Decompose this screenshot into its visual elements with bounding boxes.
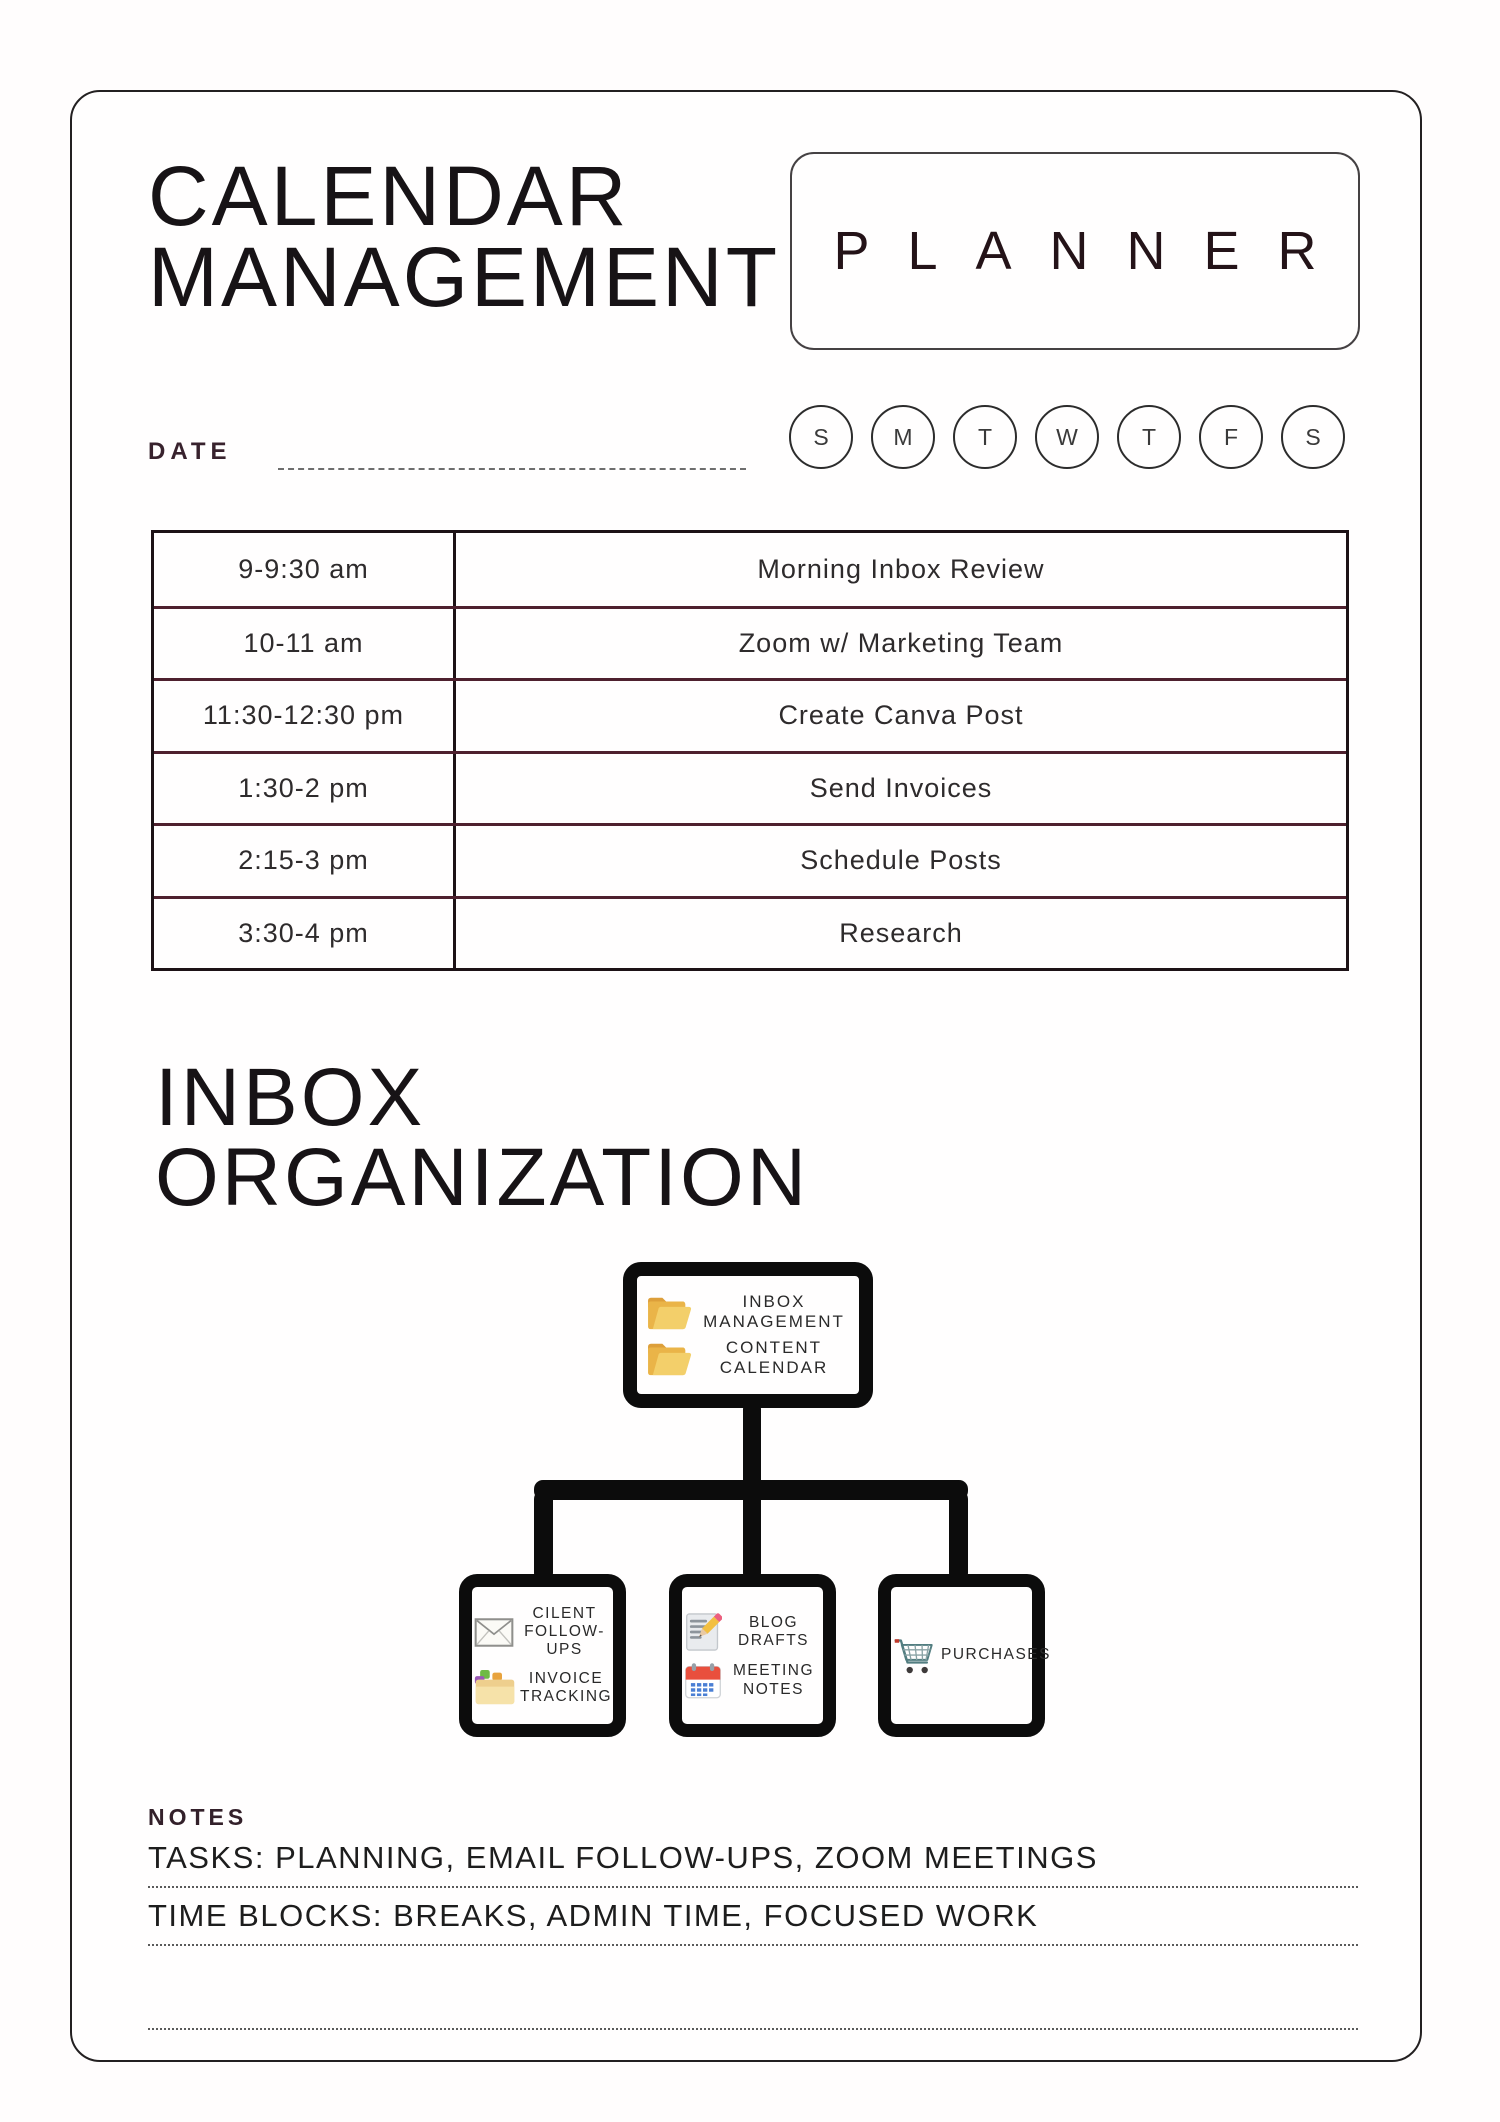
- connector-drop-right: [949, 1490, 968, 1582]
- folder-label: CONTENT CALENDAR: [719, 1338, 829, 1378]
- day-letter: F: [1223, 423, 1239, 450]
- list-item: [645, 1338, 851, 1378]
- day-circle-tuesday[interactable]: [953, 405, 1017, 469]
- list-item: [645, 1292, 851, 1332]
- page-title-line1: CALENDAR: [148, 149, 630, 243]
- folder-label: CILENT FOLLOW-UPS: [524, 1604, 605, 1659]
- notes-line-timeblocks: TIME BLOCKS: BREAKS, ADMIN TIME, FOCUSED WORK: [148, 1898, 1358, 1946]
- day-letter: M: [893, 423, 913, 450]
- diagram-child-box-purchases: [878, 1574, 1051, 1737]
- schedule-task: Morning Inbox Review: [757, 553, 1045, 584]
- notes-label: NOTES: [148, 1804, 248, 1830]
- schedule-task: Research: [839, 917, 963, 948]
- connector-root-stem: [743, 1400, 761, 1490]
- open-folder-icon: [645, 1338, 693, 1378]
- schedule-table: [151, 530, 1349, 971]
- day-circle-monday[interactable]: [871, 405, 935, 469]
- schedule-task: Create Canva Post: [778, 700, 1024, 731]
- inbox-title-line2: ORGANIZATION: [155, 1132, 810, 1224]
- list-item: [684, 1662, 821, 1699]
- day-letter: W: [1056, 423, 1078, 450]
- list-item: [684, 1612, 821, 1652]
- schedule-task: Zoom w/ Marketing Team: [738, 627, 1064, 658]
- connector-drop-left: [534, 1490, 553, 1582]
- diagram-root-box: [623, 1262, 873, 1408]
- schedule-time: 1:30-2 pm: [154, 754, 456, 824]
- folder-label: BLOG DRAFTS: [738, 1613, 809, 1649]
- notes-empty-rule[interactable]: [148, 1985, 1358, 2030]
- calendar-icon: [684, 1662, 722, 1699]
- file-box-icon: [474, 1669, 516, 1706]
- schedule-time: 9-9:30 am: [154, 533, 456, 606]
- table-row: [154, 823, 1346, 896]
- day-circle-wednesday[interactable]: [1035, 405, 1099, 469]
- day-letter: S: [1305, 423, 1321, 450]
- schedule-time: 11:30-12:30 pm: [154, 681, 456, 751]
- table-row: [154, 533, 1346, 606]
- table-row: [154, 751, 1346, 824]
- schedule-time: 10-11 am: [154, 609, 456, 679]
- folder-label: MEETING NOTES: [732, 1662, 815, 1698]
- day-circle-sunday[interactable]: [789, 405, 853, 469]
- diagram-child-box-content: [669, 1574, 836, 1737]
- day-letter: T: [977, 423, 993, 450]
- day-circle-thursday[interactable]: [1117, 405, 1181, 469]
- list-item: [474, 1605, 611, 1660]
- table-row: [154, 606, 1346, 679]
- diagram-child-box-client: [459, 1574, 626, 1737]
- notes-line-tasks: TASKS: PLANNING, EMAIL FOLLOW-UPS, ZOOM MEETINGS: [148, 1840, 1358, 1888]
- day-circle-saturday[interactable]: [1281, 405, 1345, 469]
- date-fill-line[interactable]: [278, 440, 746, 470]
- folder-label: INVOICE TRACKING: [520, 1669, 613, 1705]
- schedule-time: 2:15-3 pm: [154, 826, 456, 896]
- planner-badge: [790, 152, 1360, 350]
- schedule-task: Schedule Posts: [800, 845, 1002, 876]
- list-item: [893, 1636, 1051, 1675]
- table-row: [154, 896, 1346, 969]
- table-row: [154, 678, 1346, 751]
- connector-drop-middle: [743, 1490, 761, 1582]
- day-circle-friday[interactable]: [1199, 405, 1263, 469]
- envelope-icon: [474, 1618, 514, 1647]
- inbox-title-line1: INBOX: [155, 1052, 426, 1143]
- page-title-line2: MANAGEMENT: [148, 229, 781, 324]
- list-item: [474, 1669, 611, 1706]
- folder-label: PURCHASES: [941, 1646, 1051, 1664]
- memo-pencil-icon: [684, 1612, 722, 1652]
- shopping-cart-icon: [893, 1636, 937, 1675]
- open-folder-icon: [645, 1292, 693, 1332]
- schedule-time: 3:30-4 pm: [154, 899, 456, 969]
- date-label: DATE: [148, 438, 232, 465]
- inbox-section-title: [155, 1052, 810, 1224]
- schedule-task: Send Invoices: [809, 772, 993, 803]
- folder-label: INBOX MANAGEMENT: [703, 1291, 845, 1331]
- planner-badge-label: PLANNER: [833, 221, 1355, 281]
- day-letter: S: [813, 423, 829, 450]
- page-title: [148, 149, 781, 324]
- day-letter: T: [1141, 423, 1157, 450]
